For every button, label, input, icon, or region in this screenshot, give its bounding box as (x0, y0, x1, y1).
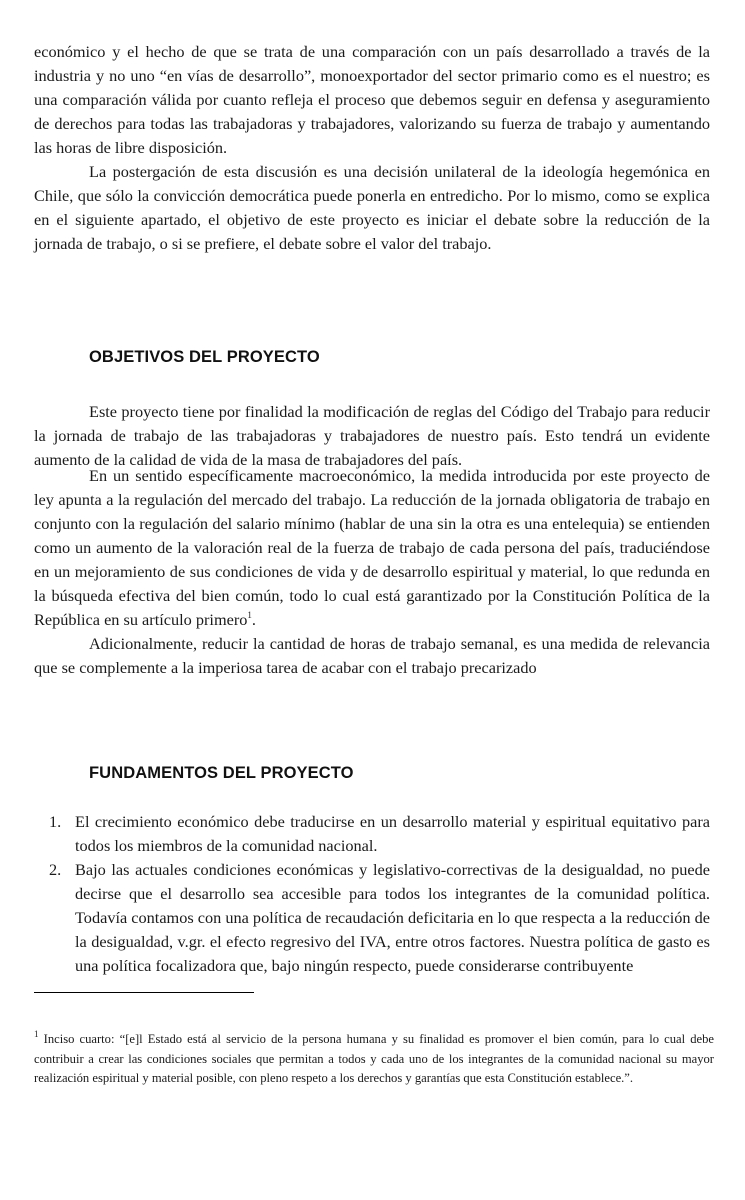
list-item-number: 2. (49, 860, 62, 879)
fundamentos-list (34, 810, 710, 978)
objetivos-paragraph-2 (34, 464, 710, 632)
footnote-separator (34, 992, 254, 993)
objetivos-paragraph-2-end: . (251, 610, 256, 629)
list-item-text: El crecimiento económico debe traducirse en un desarrollo material y espiritual equitativo para todos los miembros de la comunidad nacional. (75, 812, 710, 855)
footnote-mark: 1 (34, 1028, 39, 1039)
objetivos-paragraph-1: Este proyecto tiene por finalidad la modificación de reglas del Código del Trabajo para reducir la jornada de trabajo de las trabajadoras y trabajadores de nuestro país. Esto tendrá un evidente aumento de la calidad de vida de la masa de trabajadores del país. (34, 402, 710, 469)
footnote (34, 1030, 714, 1089)
objetivos-heading: OBJETIVOS DEL PROYECTO (89, 348, 320, 366)
list-item (34, 858, 710, 978)
intro-paragraph-1: económico y el hecho de que se trata de una comparación con un país desarrollado a través de la industria y no uno “en vías de desarrollo”, monoexportador del sector primario como es el nuestro; es una comparación válida por cuanto refleja el proceso que debemos seguir en defensa y aseguramiento de derechos para todas las trabajadoras y trabajadores, valorizando su fuerza de trabajo y aumentando las horas de libre disposición. (34, 42, 710, 157)
footnote-reference: 1 (247, 609, 252, 620)
list-item (34, 810, 710, 858)
intro-paragraph-2: La postergación de esta discusión es una decisión unilateral de la ideología hegemónica en Chile, que sólo la convicción democrática puede ponerla en entredicho. Por lo mismo, como se explica en el siguiente apartado, el objetivo de este proyecto es iniciar el debate sobre la reducción de la jornada de trabajo, o si se prefiere, el debate sobre el valor del trabajo. (34, 162, 710, 253)
fundamentos-heading: FUNDAMENTOS DEL PROYECTO (89, 764, 354, 782)
objetivos-paragraph-2-text: En un sentido específicamente macroeconómico, la medida introducida por este proyecto de ley apunta a la regulación del mercado del trabajo. La reducción de la jornada obligatoria de trabajo en conjunto con la regulación del salario mínimo (hablar de una sin la otra es una entelequia) se entienden como un aumento de la valoración real de la fuerza de trabajo de cada persona del país, traduciéndose en un mejoramiento de sus condiciones de vida y de desarrollo espiritual y material, lo que redunda en la búsqueda efectiva del bien común, todo lo cual está garantizado por la Constitución Política de la República en su artículo primero (34, 466, 710, 629)
objetivos-paragraph-3: Adicionalmente, reducir la cantidad de horas de trabajo semanal, es una medida de relevancia que se complemente a la imperiosa tarea de acabar con el trabajo precarizado (34, 634, 710, 677)
list-item-number: 1. (49, 812, 62, 831)
footnote-text: Inciso cuarto: “[e]l Estado está al servicio de la persona humana y su finalidad es promover el bien común, para lo cual debe contribuir a crear las condiciones sociales que permitan a todos y cada uno de los integrantes de la comunidad nacional su mayor realización espiritual y material posible, con pleno respeto a los derechos y garantías que esta Constitución establece.”. (34, 1032, 714, 1085)
list-item-text: Bajo las actuales condiciones económicas y legislativo-correctivas de la desigualdad, no puede decirse que el desarrollo sea accesible para todos los integrantes de la comunidad política. Todavía contamos con una política de recaudación deficitaria en lo que respecta a la reducción de la desigualdad, v.gr. el efecto regresivo del IVA, entre otros factores. Nuestra política de gasto es una política focalizadora que, bajo ningún respecto, puede considerarse contribuyente (75, 860, 710, 975)
